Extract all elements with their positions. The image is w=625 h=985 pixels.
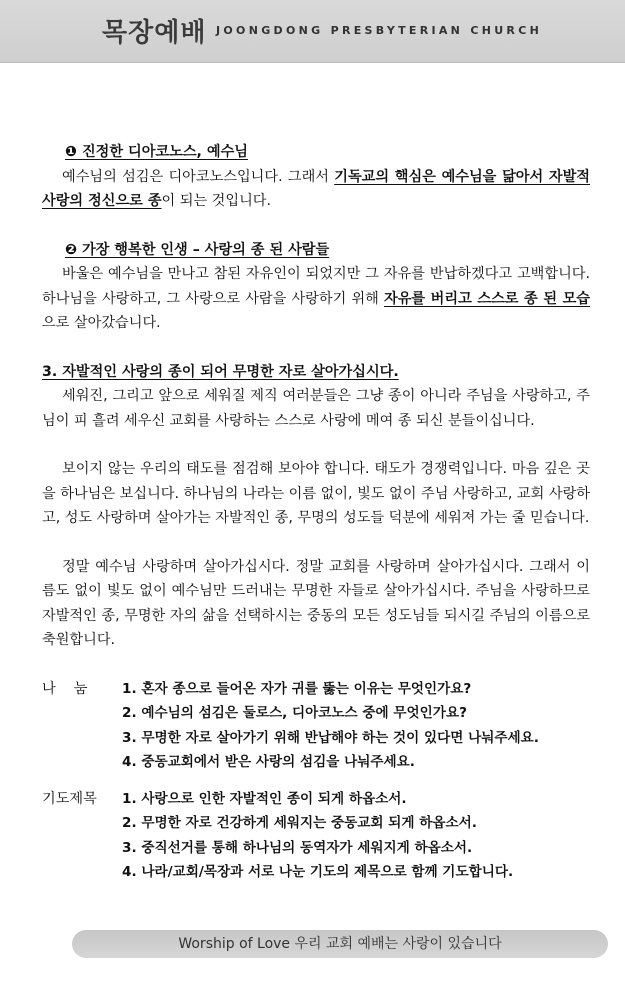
- prayer-item: 2. 무명한 자로 건강하게 세워지는 중동교회 되게 하옵소서.: [122, 815, 477, 831]
- section3-heading: 3. 자발적인 사랑의 종이 되어 무명한 자로 살아가십시다.: [42, 363, 399, 380]
- section3-paragraph-2: 보이지 않는 우리의 태도를 점검해 보아야 합니다. 태도가 경쟁력입니다. 마음 깊은 곳을 하나님은 보십니다. 하나님의 나라는 이름 없이, 빛도 없이 주님 사랑하고, 교회 사랑하고, 성도 사랑하며 살아가는 자발적인 종, 무명의 성도들 덕분에 세워져 가는 줄 믿습니다.: [42, 461, 590, 526]
- sharing-item: 1. 혼자 종으로 들어온 자가 귀를 뚫는 이유는 무엇인가요?: [122, 680, 472, 697]
- prayer-label: 기도제목: [42, 790, 97, 807]
- section3-paragraph-1: 세워진, 그리고 앞으로 세워질 제직 여러분들은 그냥 종이 아니라 주님을 사랑하고, 주님이 피 흘려 세우신 교회를 사랑하는 스스로 사랑에 메여 종 되신 분들이십니다.: [42, 388, 590, 429]
- point1-emphasis: 기독교의 핵심은 예수님을 닮아서 자발적 사랑의 정신으로 종: [42, 168, 590, 209]
- page-header: [0, 0, 625, 63]
- footer-banner: Worship of Love 우리 교회 예배는 사랑이 있습니다: [72, 930, 608, 958]
- prayer-item: 3. 중직선거를 통해 하나님의 동역자가 세워지게 하옵소서.: [122, 839, 473, 856]
- sharing-item: 3. 무명한 자로 살아가기 위해 반납해야 하는 것이 있다면 나눠주세요.: [122, 729, 539, 746]
- prayer-section: [42, 787, 590, 885]
- prayer-list: [122, 787, 513, 885]
- sharing-item: 2. 예수님의 섬김은 둘로스, 디아코노스 중에 무엇인가요?: [122, 705, 467, 721]
- sharing-item: 4. 중동교회에서 받은 사랑의 섬김을 나눠주세요.: [122, 754, 415, 770]
- header-title: 목장예배: [102, 18, 207, 48]
- point2-heading: ❷ 가장 행복한 인생 – 사랑의 종 된 사람들: [65, 241, 330, 258]
- header-subtitle: JOONGDONG PRESBYTERIAN CHURCH: [216, 24, 543, 37]
- sharing-list: [122, 677, 539, 775]
- point1-heading: ❶ 진정한 디아코노스, 예수님: [65, 144, 248, 160]
- point2-emphasis: 자유를 버리고 스스로 종 된 모습: [384, 290, 591, 307]
- section3-paragraph-3: 정말 예수님 사랑하며 살아가십시다. 정말 교회를 사랑하며 살아가십시다. 그래서 이름도 없이 빛도 없이 예수님만 드러내는 무명한 자들로 살아가십시다. 주님을 사랑하므로 자발적인 종, 무명한 자의 삶을 선택하시는 중동의 모든 성도님들 되시길 주님의 이름으로 축원합니다.: [42, 558, 590, 648]
- point1-paragraph: 예수님의 섬김은 디아코노스입니다. 그래서 기독교의 핵심은 예수님을 닮아서 자발적 사랑의 정신으로 종이 되는 것입니다.: [42, 168, 590, 209]
- point2-paragraph: 바울은 예수님을 만나고 참된 자유인이 되었지만 그 자유를 반납하겠다고 고백합니다. 하나님을 사랑하고, 그 사랑으로 사람을 사랑하기 위해 자유를 버리고 스스로 종 된 모습으로 살아갔습니다.: [42, 266, 591, 331]
- prayer-item: 1. 사랑으로 인한 자발적인 종이 되게 하옵소서.: [122, 790, 407, 807]
- prayer-item: 4. 나라/교회/목장과 서로 나눈 기도의 제목으로 함께 기도합니다.: [122, 864, 514, 880]
- sermon-content: [42, 140, 590, 885]
- sharing-label: 나 눔: [42, 680, 88, 697]
- sharing-section: [42, 677, 590, 775]
